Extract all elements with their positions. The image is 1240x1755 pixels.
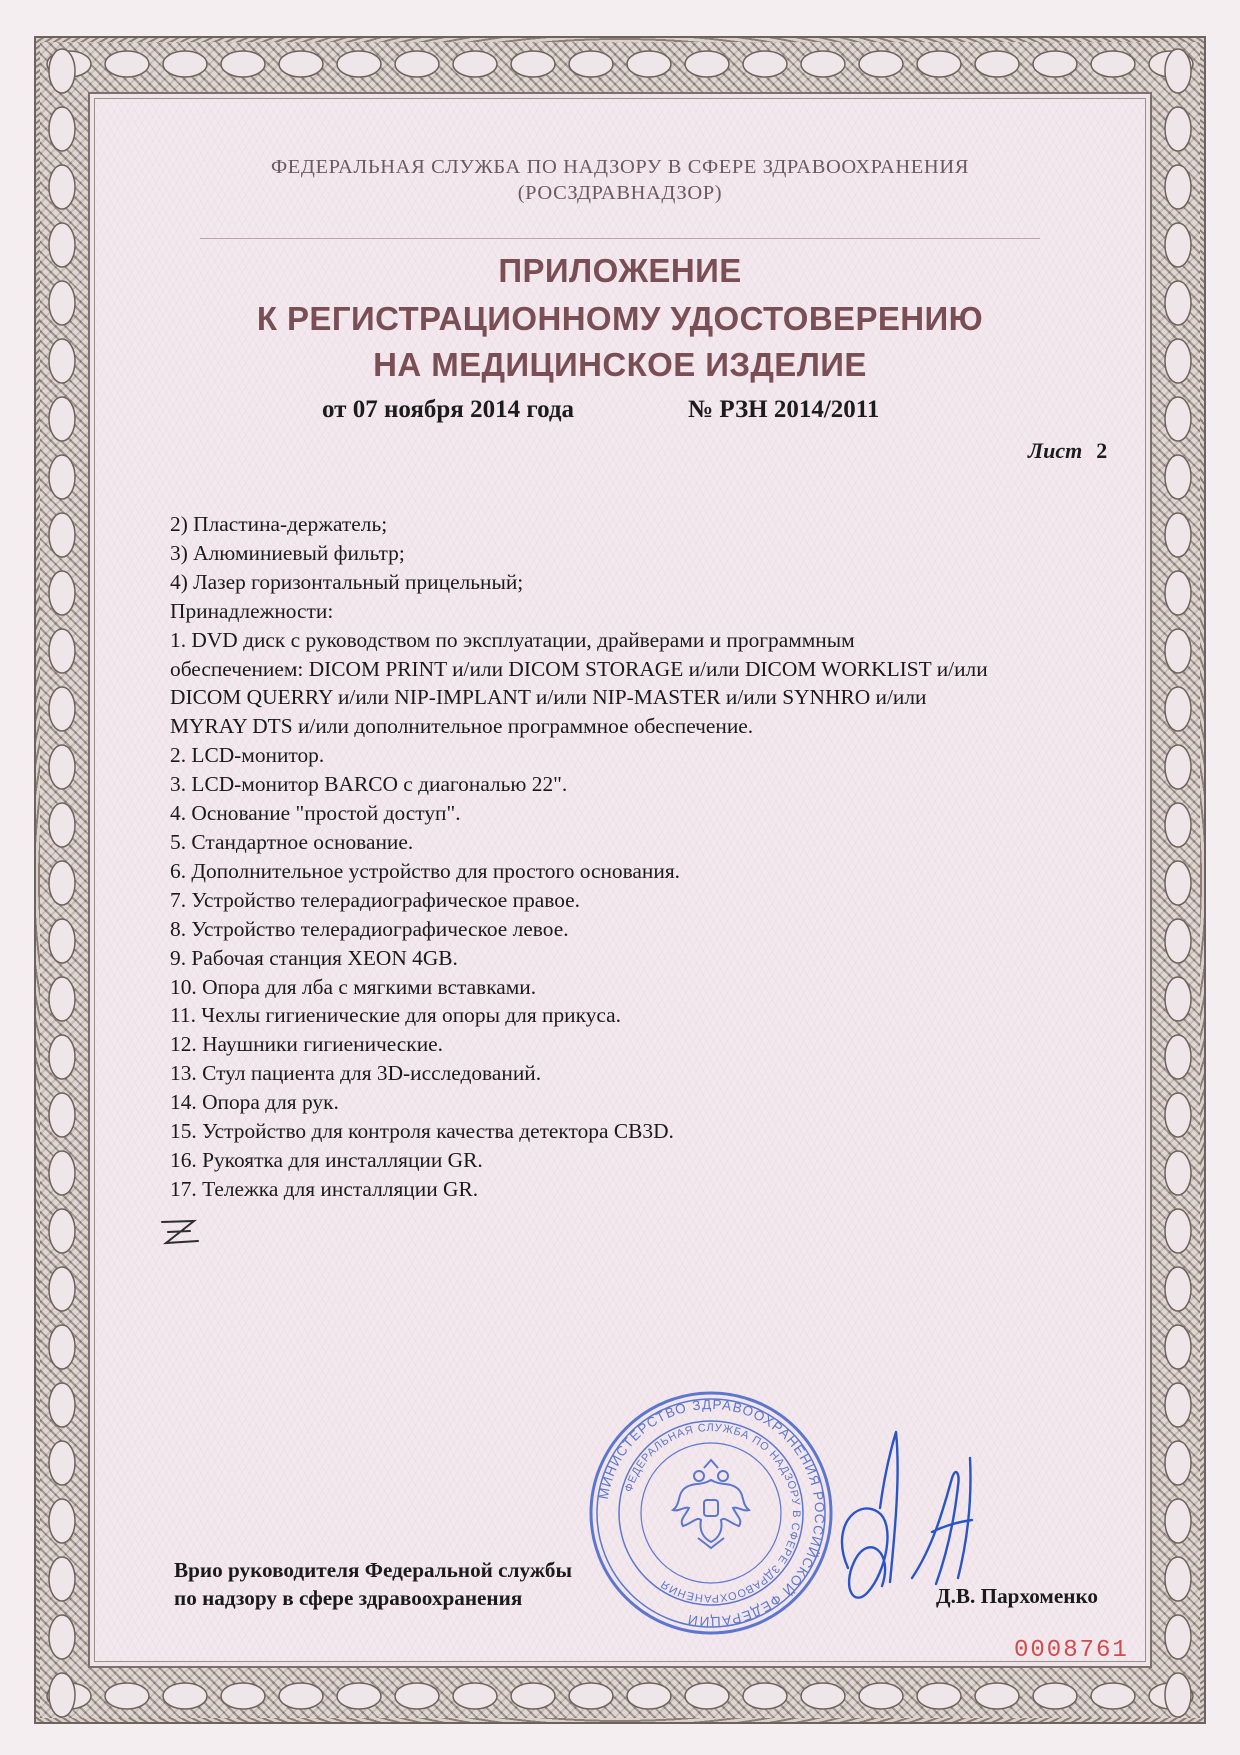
- border-scallop: [569, 51, 613, 77]
- list-item: 3) Алюминиевый фильтр;: [170, 540, 405, 565]
- border-scallop: [49, 1325, 75, 1369]
- border-scallop: [1165, 397, 1191, 441]
- border-scallop: [49, 1267, 75, 1311]
- list-item: DICOM QUERRY и/или NIP-IMPLANT и/или NIP-MASTER и/или SYNHRO и/или: [170, 685, 927, 710]
- border-scallop: [49, 1441, 75, 1485]
- list-item: 8. Устройство телерадиографическое левое.: [170, 916, 569, 941]
- border-scallop: [49, 861, 75, 905]
- list-item: 2) Пластина-держатель;: [170, 512, 388, 536]
- border-scallop: [917, 1683, 961, 1709]
- border-scallop: [49, 1673, 75, 1717]
- double-headed-eagle-emblem: [673, 1460, 749, 1548]
- border-scallop: [685, 1683, 729, 1709]
- border-scallop: [49, 49, 75, 93]
- list-item: 13. Стул пациента для 3D-исследований.: [170, 1061, 542, 1086]
- border-scallop: [221, 51, 265, 77]
- border-scallop: [1165, 571, 1191, 615]
- border-scallop: [1165, 165, 1191, 209]
- list-item: 5. Стандартное основание.: [170, 829, 414, 854]
- list-item: 17. Тележка для инсталляции GR.: [170, 1176, 479, 1201]
- list-item: 15. Устройство для контроля качества детектора CB3D.: [170, 1119, 674, 1144]
- list-item: 16. Рукоятка для инсталляции GR.: [170, 1147, 483, 1172]
- border-scallop: [337, 51, 381, 77]
- border-scallop: [1165, 1209, 1191, 1253]
- border-scallop: [1165, 919, 1191, 963]
- signatory-name: Д.В. Пархоменко: [936, 1584, 1098, 1608]
- border-scallop: [49, 919, 75, 963]
- svg-text:ФЕДЕРАЛЬНАЯ СЛУЖБА ПО НАДЗОРУ: ФЕДЕРАЛЬНАЯ СЛУЖБА ПО НАДЗОРУ В СФЕРЕ ЗДРАВООХРАНЕНИЯ: [622, 1421, 803, 1605]
- border-scallop: [1165, 1325, 1191, 1369]
- border-scallop: [743, 1683, 787, 1709]
- border-scallop: [859, 1683, 903, 1709]
- border-scallop: [1165, 1093, 1191, 1137]
- border-scallop: [49, 455, 75, 499]
- border-scallop: [395, 1683, 439, 1709]
- border-scallop: [49, 977, 75, 1021]
- list-item: 14. Опора для рук.: [170, 1090, 339, 1115]
- border-scallop: [49, 1557, 75, 1601]
- border-scallop: [49, 107, 75, 151]
- border-scallop: [49, 339, 75, 383]
- border-scallop: [975, 51, 1019, 77]
- border-scallop: [105, 51, 149, 77]
- border-scallop: [49, 1383, 75, 1427]
- border-scallop: [1165, 1035, 1191, 1079]
- agency-name: ФЕДЕРАЛЬНАЯ СЛУЖБА ПО НАДЗОРУ В СФЕРЕ ЗДРАВООХРАНЕНИЯ: [270, 156, 969, 178]
- border-scallop: [801, 51, 845, 77]
- border-scallop: [1165, 1267, 1191, 1311]
- document-title-line-2: К РЕГИСТРАЦИОННОМУ УДОСТОВЕРЕНИЮ: [256, 300, 984, 337]
- border-scallop: [49, 687, 75, 731]
- list-item: Принадлежности:: [170, 598, 334, 623]
- list-item: 12. Наушники гигиенические.: [170, 1032, 443, 1057]
- border-scallop: [49, 223, 75, 267]
- handwritten-z-mark: [158, 1216, 202, 1250]
- border-scallop: [395, 51, 439, 77]
- border-scallop: [1091, 1683, 1135, 1709]
- border-scallop: [49, 1151, 75, 1195]
- border-scallop: [627, 1683, 671, 1709]
- border-scallop: [859, 51, 903, 77]
- border-scallop: [1165, 281, 1191, 325]
- border-scallop: [1165, 745, 1191, 789]
- border-scallop: [1165, 861, 1191, 905]
- border-scallop: [1165, 687, 1191, 731]
- agency-abbreviation: (РОСЗДРАВНАДЗОР): [517, 182, 723, 204]
- border-scallop: [511, 1683, 555, 1709]
- border-scallop: [511, 51, 555, 77]
- border-scallop: [49, 571, 75, 615]
- list-item: 7. Устройство телерадиографическое правое.: [170, 887, 581, 912]
- sheet-number-value: 2: [1096, 438, 1108, 463]
- border-scallop: [1165, 629, 1191, 673]
- border-scallop: [49, 397, 75, 441]
- border-scallop: [49, 513, 75, 557]
- registration-number: № РЗН 2014/2011: [688, 396, 880, 423]
- list-item: 4. Основание "простой доступ".: [170, 801, 461, 826]
- border-scallop: [163, 51, 207, 77]
- border-scallop: [1165, 455, 1191, 499]
- border-scallop: [569, 1683, 613, 1709]
- border-scallop: [453, 1683, 497, 1709]
- form-serial-number: 0008761: [1014, 1637, 1129, 1664]
- border-scallop: [337, 1683, 381, 1709]
- border-scallop: [627, 51, 671, 77]
- border-scallop: [453, 51, 497, 77]
- border-scallop: [49, 1209, 75, 1253]
- document-title-line-3: НА МЕДИЦИНСКОЕ ИЗДЕЛИЕ: [373, 346, 867, 383]
- border-scallop: [105, 1683, 149, 1709]
- signatory-position-line-2: по надзору в сфере здравоохранения: [174, 1586, 523, 1610]
- list-item: 9. Рабочая станция XEON 4GB.: [170, 945, 458, 970]
- border-scallop: [221, 1683, 265, 1709]
- border-scallop: [1165, 1383, 1191, 1427]
- border-scallop: [1165, 1557, 1191, 1601]
- accessories-list: [170, 510, 1130, 1204]
- border-scallop: [917, 51, 961, 77]
- border-scallop: [1165, 49, 1191, 93]
- border-scallop: [1091, 51, 1135, 77]
- border-scallop: [1165, 223, 1191, 267]
- border-scallop: [1165, 107, 1191, 151]
- border-scallop: [743, 51, 787, 77]
- border-scallop: [1165, 1615, 1191, 1659]
- border-scallop: [49, 629, 75, 673]
- signatory-position-line-1: Врио руководителя Федеральной службы: [174, 1558, 572, 1582]
- list-item: 10. Опора для лба с мягкими вставками.: [170, 974, 537, 999]
- border-scallop: [1165, 977, 1191, 1021]
- border-scallop: [1165, 1499, 1191, 1543]
- list-item: 4) Лазер горизонтальный прицельный;: [170, 569, 524, 594]
- border-scallop: [49, 803, 75, 847]
- border-scallop: [279, 1683, 323, 1709]
- document-title-line-1: ПРИЛОЖЕНИЕ: [498, 252, 742, 289]
- border-scallop: [1165, 803, 1191, 847]
- border-scallop: [279, 51, 323, 77]
- border-scallop: [49, 1035, 75, 1079]
- border-scallop: [1165, 513, 1191, 557]
- list-item: 11. Чехлы гигиенические для опоры для прикуса.: [170, 1003, 621, 1028]
- list-item: 1. DVD диск с руководством по эксплуатации, драйверами и программным: [170, 627, 855, 652]
- border-scallop: [1033, 51, 1077, 77]
- list-item: обеспечением: DICOM PRINT и/или DICOM STORAGE и/или DICOM WORKLIST и/или: [170, 656, 988, 681]
- sheet-label: Лист: [1028, 438, 1083, 463]
- header-divider: [200, 238, 1040, 239]
- border-scallop: [49, 1093, 75, 1137]
- border-scallop: [1165, 1673, 1191, 1717]
- border-scallop: [1165, 339, 1191, 383]
- border-scallop: [49, 745, 75, 789]
- list-item: 3. LCD-монитор BARCO с диагональю 22".: [170, 772, 568, 797]
- list-item: 6. Дополнительное устройство для простого основания.: [170, 858, 681, 883]
- border-scallop: [685, 51, 729, 77]
- issue-date: от 07 ноября 2014 года: [322, 396, 574, 423]
- official-seal: [586, 1388, 836, 1638]
- border-scallop: [975, 1683, 1019, 1709]
- border-scallop: [163, 1683, 207, 1709]
- svg-text:МИНИСТЕРСТВО ЗДРАВООХРАНЕНИЯ Р: МИНИСТЕРСТВО ЗДРАВООХРАНЕНИЯ РОССИЙСКОЙ ФЕДЕРАЦИИ: [595, 1396, 828, 1630]
- border-scallop: [49, 1499, 75, 1543]
- list-item: 2. LCD-монитор.: [170, 743, 325, 768]
- border-scallop: [1033, 1683, 1077, 1709]
- border-scallop: [49, 1615, 75, 1659]
- border-scallop: [801, 1683, 845, 1709]
- border-scallop: [1165, 1441, 1191, 1485]
- list-item: MYRAY DTS и/или дополнительное программное обеспечение.: [170, 714, 754, 739]
- border-scallop: [49, 165, 75, 209]
- border-scallop: [1165, 1151, 1191, 1195]
- sheet-number: [1028, 438, 1107, 464]
- border-scallop: [49, 281, 75, 325]
